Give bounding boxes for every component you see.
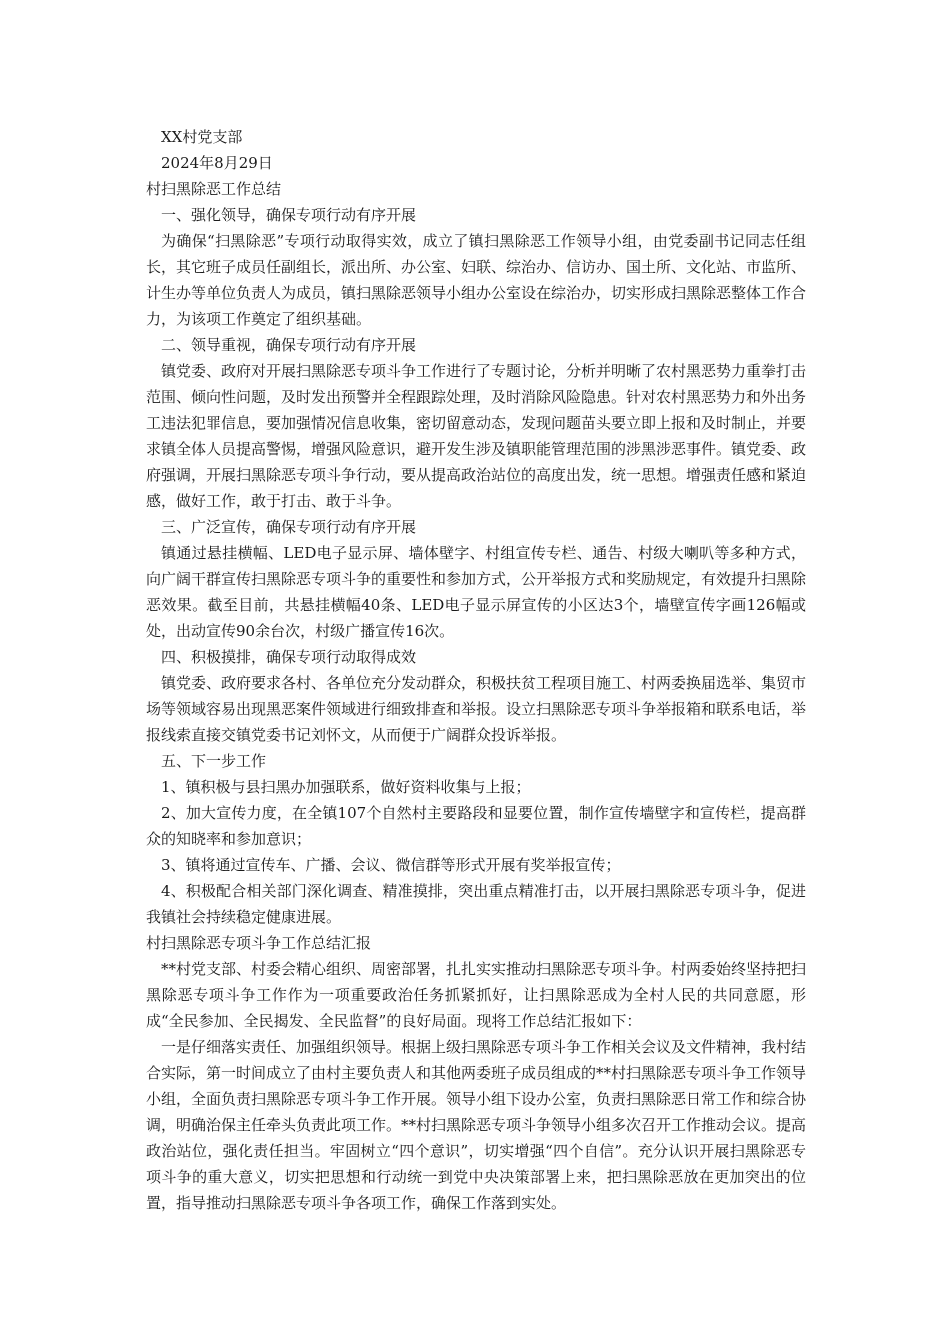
section-2-body: 镇党委、政府对开展扫黑除恶专项斗争工作进行了专题讨论，分析并明晰了农村黑恶势力重拳打击范围、倾向性问题，及时发出预警并全程跟踪处理，及时消除风险隐患。针对农村黑恶势力和外出务工违法犯罪信息，要加强情况信息收集，密切留意动态，发现问题苗头要立即上报和及时制止，并要求镇全体人员提高警惕，增强风险意识，避开发生涉及镇职能管理范围的涉黑涉恶事件。镇党委、政府强调，开展扫黑除恶专项斗争行动，要从提高政治站位的高度出发，统一思想。增强责任感和紧迫感，做好工作，敢于打击、敢于斗争。 <box>146 362 807 510</box>
doc1-title: 村扫黑除恶工作总结 <box>146 180 282 198</box>
doc2-title: 村扫黑除恶专项斗争工作总结汇报 <box>146 934 372 952</box>
section-5-item-1: 1、镇积极与县扫黑办加强联系，做好资料收集与上报； <box>161 778 531 796</box>
document-date: 2024年8月29日 <box>161 154 273 172</box>
doc2-paragraph-2: 一是仔细落实责任、加强组织领导。根据上级扫黑除恶专项斗争工作相关会议及文件精神，我村结合实际，第一时间成立了由村主要负责人和其他两委班子成员组成的**村扫黑除恶专项斗争工作领导小组，全面负责扫黑除恶专项斗争工作开展。领导小组下设办公室，负责扫黑除恶日常工作和综合协调，明确治保主任牵头负责此项工作。**村扫黑除恶专项斗争领导小组多次召开工作推动会议。提高政治站位，强化责任担当。牢固树立“四个意识”，切实增强“四个自信”。充分认识开展扫黑除恶专项斗争的重大意义，切实把思想和行动统一到党中央决策部署上来，把扫黑除恶放在更加突出的位置，指导推动扫黑除恶专项斗争各项工作，确保工作落到实处。 <box>146 1038 807 1212</box>
section-5-heading: 五、下一步工作 <box>161 752 267 770</box>
section-4-body: 镇党委、政府要求各村、各单位充分发动群众，积极扶贫工程项目施工、村两委换届选举、集贸市场等领域容易出现黑恶案件领域进行细致排查和举报。设立扫黑除恶专项斗争举报箱和联系电话，举报线索直接交镇党委书记刘怀文，从而便于广阔群众投诉举报。 <box>146 674 807 744</box>
section-3-body: 镇通过悬挂横幅、LED电子显示屏、墙体壁字、村组宣传专栏、通告、村级大喇叭等多种方式，向广阔干群宣传扫黑除恶专项斗争的重要性和参加方式，公开举报方式和奖励规定，有效提升扫黑除恶效果。截至目前，共悬挂横幅40条、LED电子显示屏宣传的小区达3个，墙壁宣传字画126幅或处，出动宣传90余台次，村级广播宣传16次。 <box>146 544 807 640</box>
doc2-paragraph-1: **村党支部、村委会精心组织、周密部署，扎扎实实推动扫黑除恶专项斗争。村两委始终坚持把扫黑除恶专项斗争工作作为一项重要政治任务抓紧抓好，让扫黑除恶成为全村人民的共同意愿，形成“全民参加、全民揭发、全民监督”的良好局面。现将工作总结汇报如下： <box>146 960 807 1030</box>
section-5-item-2: 2、加大宣传力度，在全镇107个自然村主要路段和显要位置，制作宣传墙壁字和宣传栏，提高群众的知晓率和参加意识； <box>146 804 806 848</box>
section-4-heading: 四、积极摸排，确保专项行动取得成效 <box>161 648 417 666</box>
section-3-heading: 三、广泛宣传，确保专项行动有序开展 <box>161 518 417 536</box>
section-1-heading: 一、强化领导，确保专项行动有序开展 <box>161 206 417 224</box>
section-5-item-3: 3、镇将通过宣传车、广播、会议、微信群等形式开展有奖举报宣传； <box>161 856 621 874</box>
document-page <box>146 124 806 1216</box>
org-name: XX村党支部 <box>161 128 243 146</box>
section-1-body: 为确保“扫黑除恶”专项行动取得实效，成立了镇扫黑除恶工作领导小组，由党委副书记同志任组长，其它班子成员任副组长，派出所、办公室、妇联、综治办、信访办、国土所、文化站、市监所、计生办等单位负责人为成员，镇扫黑除恶领导小组办公室设在综治办，切实形成扫黑除恶整体工作合力，为该项工作奠定了组织基础。 <box>146 232 807 328</box>
section-5-item-4: 4、积极配合相关部门深化调查、精准摸排，突出重点精准打击，以开展扫黑除恶专项斗争，促进我镇社会持续稳定健康进展。 <box>146 882 806 926</box>
section-2-heading: 二、领导重视，确保专项行动有序开展 <box>161 336 417 354</box>
